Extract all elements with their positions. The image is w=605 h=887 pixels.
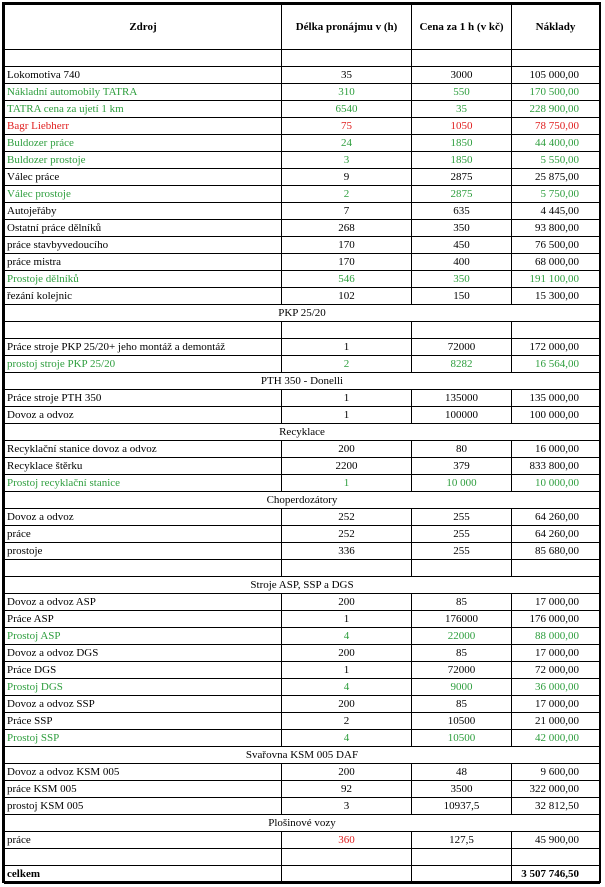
hours-cell[interactable]: 3 xyxy=(282,152,412,169)
table-row xyxy=(5,628,600,645)
resource-name-cell[interactable]: Prostoj SSP xyxy=(5,730,282,747)
empty-cell[interactable] xyxy=(412,849,512,866)
resource-name-cell[interactable]: Prostoj recyklační stanice xyxy=(5,475,282,492)
empty-cell[interactable] xyxy=(5,322,282,339)
header-price[interactable]: Cena za 1 h (v kč) xyxy=(412,5,512,50)
cost-cell[interactable]: 78 750,00 xyxy=(512,118,600,135)
price-cell[interactable]: 3500 xyxy=(412,781,512,798)
resource-name-cell[interactable]: Válec prostoje xyxy=(5,186,282,203)
resource-name-cell[interactable]: Buldozer práce xyxy=(5,135,282,152)
resource-name-cell[interactable]: prostoj KSM 005 xyxy=(5,798,282,815)
price-cell[interactable]: 635 xyxy=(412,203,512,220)
price-cell[interactable]: 255 xyxy=(412,526,512,543)
resource-name-cell[interactable]: Ostatní práce dělníků xyxy=(5,220,282,237)
cost-cell[interactable]: 100 000,00 xyxy=(512,407,600,424)
cost-cell[interactable]: 68 000,00 xyxy=(512,254,600,271)
total-cost[interactable]: 3 507 746,50 xyxy=(512,866,600,884)
cost-cell[interactable]: 15 300,00 xyxy=(512,288,600,305)
blank-row xyxy=(5,849,600,866)
section-title[interactable]: PKP 25/20 xyxy=(5,305,600,322)
cost-cell[interactable]: 21 000,00 xyxy=(512,713,600,730)
section-title[interactable]: Choperdozátory xyxy=(5,492,600,509)
table-row xyxy=(5,339,600,356)
table-row xyxy=(5,679,600,696)
resource-name-cell[interactable]: Dovoz a odvoz xyxy=(5,407,282,424)
hours-cell[interactable]: 7 xyxy=(282,203,412,220)
empty-cell[interactable] xyxy=(412,322,512,339)
table-row xyxy=(5,475,600,492)
resource-name-cell[interactable]: práce KSM 005 xyxy=(5,781,282,798)
empty-cell[interactable] xyxy=(282,560,412,577)
table-row xyxy=(5,67,600,84)
cost-cell[interactable]: 9 600,00 xyxy=(512,764,600,781)
table-row xyxy=(5,509,600,526)
section-row xyxy=(5,747,600,764)
hours-cell[interactable]: 92 xyxy=(282,781,412,798)
section-title[interactable]: Plošinové vozy xyxy=(5,815,600,832)
hours-cell[interactable]: 268 xyxy=(282,220,412,237)
hours-cell[interactable]: 252 xyxy=(282,526,412,543)
table-row xyxy=(5,203,600,220)
price-cell[interactable]: 10500 xyxy=(412,730,512,747)
table-row xyxy=(5,662,600,679)
cost-cell[interactable]: 228 900,00 xyxy=(512,101,600,118)
price-cell[interactable]: 8282 xyxy=(412,356,512,373)
resource-name-cell[interactable]: Práce DGS xyxy=(5,662,282,679)
cost-cell[interactable]: 105 000,00 xyxy=(512,67,600,84)
hours-cell[interactable]: 3 xyxy=(282,798,412,815)
cost-cell[interactable]: 5 750,00 xyxy=(512,186,600,203)
table-row xyxy=(5,781,600,798)
cost-spreadsheet xyxy=(2,2,601,883)
section-row xyxy=(5,815,600,832)
price-cell[interactable]: 85 xyxy=(412,594,512,611)
section-title[interactable]: Recyklace xyxy=(5,424,600,441)
resource-name-cell[interactable]: řezání kolejnic xyxy=(5,288,282,305)
table-body xyxy=(5,50,600,884)
table-row xyxy=(5,169,600,186)
header-hours[interactable]: Délka pronájmu v (h) xyxy=(282,5,412,50)
hours-cell[interactable]: 1 xyxy=(282,475,412,492)
price-cell[interactable]: 176000 xyxy=(412,611,512,628)
resource-name-cell[interactable]: Práce stroje PTH 350 xyxy=(5,390,282,407)
hours-cell[interactable]: 310 xyxy=(282,84,412,101)
price-cell[interactable]: 135000 xyxy=(412,390,512,407)
empty-cell[interactable] xyxy=(5,50,282,67)
price-cell[interactable]: 9000 xyxy=(412,679,512,696)
table-row xyxy=(5,798,600,815)
price-cell[interactable]: 127,5 xyxy=(412,832,512,849)
resource-name-cell[interactable]: prostoj stroje PKP 25/20 xyxy=(5,356,282,373)
price-cell[interactable]: 1850 xyxy=(412,135,512,152)
table-row xyxy=(5,713,600,730)
resource-name-cell[interactable]: Lokomotiva 740 xyxy=(5,67,282,84)
resource-name-cell[interactable]: Autojeřáby xyxy=(5,203,282,220)
cost-cell[interactable]: 88 000,00 xyxy=(512,628,600,645)
price-cell[interactable]: 3000 xyxy=(412,67,512,84)
hours-cell[interactable]: 546 xyxy=(282,271,412,288)
cost-cell[interactable]: 93 800,00 xyxy=(512,220,600,237)
hours-cell[interactable]: 35 xyxy=(282,67,412,84)
section-title[interactable]: Svařovna KSM 005 DAF xyxy=(5,747,600,764)
hours-cell[interactable]: 75 xyxy=(282,118,412,135)
cost-cell[interactable]: 10 000,00 xyxy=(512,475,600,492)
table-row xyxy=(5,271,600,288)
table-row xyxy=(5,441,600,458)
hours-cell[interactable]: 2 xyxy=(282,713,412,730)
price-cell[interactable]: 400 xyxy=(412,254,512,271)
empty-cell[interactable] xyxy=(282,866,412,884)
cost-cell[interactable]: 4 445,00 xyxy=(512,203,600,220)
price-cell[interactable]: 72000 xyxy=(412,662,512,679)
hours-cell[interactable]: 170 xyxy=(282,237,412,254)
header-row xyxy=(5,5,600,50)
resource-name-cell[interactable]: Prostoj ASP xyxy=(5,628,282,645)
resource-name-cell[interactable]: Dovoz a odvoz DGS xyxy=(5,645,282,662)
hours-cell[interactable]: 170 xyxy=(282,254,412,271)
section-title[interactable]: Stroje ASP, SSP a DGS xyxy=(5,577,600,594)
resource-name-cell[interactable]: Prostoje dělníků xyxy=(5,271,282,288)
table-row xyxy=(5,135,600,152)
resource-name-cell[interactable]: práce xyxy=(5,526,282,543)
price-cell[interactable]: 450 xyxy=(412,237,512,254)
hours-cell[interactable]: 1 xyxy=(282,407,412,424)
resource-name-cell[interactable]: práce xyxy=(5,832,282,849)
cost-cell[interactable]: 5 550,00 xyxy=(512,152,600,169)
price-cell[interactable]: 379 xyxy=(412,458,512,475)
resource-name-cell[interactable]: prostoje xyxy=(5,543,282,560)
price-cell[interactable]: 35 xyxy=(412,101,512,118)
cost-cell[interactable]: 833 800,00 xyxy=(512,458,600,475)
section-row xyxy=(5,577,600,594)
blank-row xyxy=(5,322,600,339)
cost-cell[interactable]: 17 000,00 xyxy=(512,645,600,662)
price-cell[interactable]: 350 xyxy=(412,220,512,237)
hours-cell[interactable]: 4 xyxy=(282,730,412,747)
resource-name-cell[interactable]: Práce SSP xyxy=(5,713,282,730)
price-cell[interactable]: 10500 xyxy=(412,713,512,730)
resource-name-cell[interactable]: Recyklační stanice dovoz a odvoz xyxy=(5,441,282,458)
resource-name-cell[interactable]: Dovoz a odvoz ASP xyxy=(5,594,282,611)
cost-cell[interactable]: 322 000,00 xyxy=(512,781,600,798)
cost-cell[interactable]: 172 000,00 xyxy=(512,339,600,356)
cost-cell[interactable]: 85 680,00 xyxy=(512,543,600,560)
empty-cell[interactable] xyxy=(5,560,282,577)
cost-cell[interactable]: 135 000,00 xyxy=(512,390,600,407)
empty-cell[interactable] xyxy=(512,849,600,866)
hours-cell[interactable]: 200 xyxy=(282,441,412,458)
cost-table xyxy=(4,4,600,884)
table-row xyxy=(5,594,600,611)
resource-name-cell[interactable]: TATRA cena za ujetí 1 km xyxy=(5,101,282,118)
hours-cell[interactable]: 200 xyxy=(282,645,412,662)
empty-cell[interactable] xyxy=(412,560,512,577)
resource-name-cell[interactable]: Bagr Liebherr xyxy=(5,118,282,135)
header-cost[interactable]: Náklady xyxy=(512,5,600,50)
price-cell[interactable]: 85 xyxy=(412,696,512,713)
hours-cell[interactable]: 360 xyxy=(282,832,412,849)
price-cell[interactable]: 10 000 xyxy=(412,475,512,492)
table-row xyxy=(5,356,600,373)
table-row xyxy=(5,101,600,118)
cost-cell[interactable]: 25 875,00 xyxy=(512,169,600,186)
price-cell[interactable]: 100000 xyxy=(412,407,512,424)
price-cell[interactable]: 255 xyxy=(412,509,512,526)
empty-cell[interactable] xyxy=(512,50,600,67)
price-cell[interactable]: 80 xyxy=(412,441,512,458)
cost-cell[interactable]: 76 500,00 xyxy=(512,237,600,254)
resource-name-cell[interactable]: Recyklace štěrku xyxy=(5,458,282,475)
empty-cell[interactable] xyxy=(282,322,412,339)
hours-cell[interactable]: 200 xyxy=(282,594,412,611)
resource-name-cell[interactable]: práce stavbyvedoucího xyxy=(5,237,282,254)
section-row xyxy=(5,373,600,390)
table-row xyxy=(5,696,600,713)
section-title[interactable]: PTH 350 - Donelli xyxy=(5,373,600,390)
resource-name-cell[interactable]: Dovoz a odvoz xyxy=(5,509,282,526)
table-row xyxy=(5,458,600,475)
total-label[interactable]: celkem xyxy=(5,866,282,884)
blank-row xyxy=(5,50,600,67)
hours-cell[interactable]: 2 xyxy=(282,356,412,373)
table-row xyxy=(5,645,600,662)
price-cell[interactable]: 72000 xyxy=(412,339,512,356)
hours-cell[interactable]: 24 xyxy=(282,135,412,152)
cost-cell[interactable]: 42 000,00 xyxy=(512,730,600,747)
resource-name-cell[interactable]: Prostoj DGS xyxy=(5,679,282,696)
hours-cell[interactable]: 336 xyxy=(282,543,412,560)
price-cell[interactable]: 2875 xyxy=(412,186,512,203)
cost-cell[interactable]: 36 000,00 xyxy=(512,679,600,696)
table-row xyxy=(5,186,600,203)
cost-cell[interactable]: 17 000,00 xyxy=(512,594,600,611)
price-cell[interactable]: 255 xyxy=(412,543,512,560)
table-row xyxy=(5,543,600,560)
empty-cell[interactable] xyxy=(512,322,600,339)
resource-name-cell[interactable]: Válec práce xyxy=(5,169,282,186)
resource-name-cell[interactable]: Práce ASP xyxy=(5,611,282,628)
price-cell[interactable]: 1850 xyxy=(412,152,512,169)
blank-row xyxy=(5,560,600,577)
hours-cell[interactable]: 1 xyxy=(282,339,412,356)
section-row xyxy=(5,492,600,509)
resource-name-cell[interactable]: práce mistra xyxy=(5,254,282,271)
table-row xyxy=(5,526,600,543)
hours-cell[interactable]: 9 xyxy=(282,169,412,186)
cost-cell[interactable]: 16 000,00 xyxy=(512,441,600,458)
table-row xyxy=(5,832,600,849)
empty-cell[interactable] xyxy=(412,50,512,67)
hours-cell[interactable]: 1 xyxy=(282,390,412,407)
price-cell[interactable]: 350 xyxy=(412,271,512,288)
resource-name-cell[interactable]: Nákladní automobily TATRA xyxy=(5,84,282,101)
price-cell[interactable]: 22000 xyxy=(412,628,512,645)
table-row xyxy=(5,220,600,237)
cost-cell[interactable]: 17 000,00 xyxy=(512,696,600,713)
price-cell[interactable]: 10937,5 xyxy=(412,798,512,815)
table-row xyxy=(5,237,600,254)
price-cell[interactable]: 550 xyxy=(412,84,512,101)
table-row xyxy=(5,84,600,101)
header-zdroj[interactable]: Zdroj xyxy=(5,5,282,50)
price-cell[interactable]: 48 xyxy=(412,764,512,781)
hours-cell[interactable]: 200 xyxy=(282,764,412,781)
section-row xyxy=(5,424,600,441)
table-row xyxy=(5,390,600,407)
table-row xyxy=(5,152,600,169)
cost-cell[interactable]: 170 500,00 xyxy=(512,84,600,101)
price-cell[interactable]: 150 xyxy=(412,288,512,305)
cost-cell[interactable]: 45 900,00 xyxy=(512,832,600,849)
cost-cell[interactable]: 191 100,00 xyxy=(512,271,600,288)
empty-cell[interactable] xyxy=(282,849,412,866)
hours-cell[interactable]: 200 xyxy=(282,696,412,713)
cost-cell[interactable]: 176 000,00 xyxy=(512,611,600,628)
empty-cell[interactable] xyxy=(412,866,512,884)
total-row xyxy=(5,866,600,884)
hours-cell[interactable]: 102 xyxy=(282,288,412,305)
resource-name-cell[interactable]: Dovoz a odvoz SSP xyxy=(5,696,282,713)
hours-cell[interactable]: 4 xyxy=(282,628,412,645)
cost-cell[interactable]: 16 564,00 xyxy=(512,356,600,373)
price-cell[interactable]: 2875 xyxy=(412,169,512,186)
table-row xyxy=(5,407,600,424)
table-row xyxy=(5,611,600,628)
price-cell[interactable]: 85 xyxy=(412,645,512,662)
cost-cell[interactable]: 64 260,00 xyxy=(512,509,600,526)
hours-cell[interactable]: 1 xyxy=(282,611,412,628)
hours-cell[interactable]: 2 xyxy=(282,186,412,203)
cost-cell[interactable]: 44 400,00 xyxy=(512,135,600,152)
hours-cell[interactable]: 4 xyxy=(282,679,412,696)
resource-name-cell[interactable]: Práce stroje PKP 25/20+ jeho montáž a demontáž xyxy=(5,339,282,356)
resource-name-cell[interactable]: Buldozer prostoje xyxy=(5,152,282,169)
hours-cell[interactable]: 2200 xyxy=(282,458,412,475)
table-row xyxy=(5,730,600,747)
empty-cell[interactable] xyxy=(282,50,412,67)
cost-cell[interactable]: 32 812,50 xyxy=(512,798,600,815)
cost-cell[interactable]: 64 260,00 xyxy=(512,526,600,543)
hours-cell[interactable]: 252 xyxy=(282,509,412,526)
table-row xyxy=(5,764,600,781)
table-row xyxy=(5,288,600,305)
section-row xyxy=(5,305,600,322)
table-row xyxy=(5,254,600,271)
price-cell[interactable]: 1050 xyxy=(412,118,512,135)
empty-cell[interactable] xyxy=(5,849,282,866)
empty-cell[interactable] xyxy=(512,560,600,577)
hours-cell[interactable]: 6540 xyxy=(282,101,412,118)
hours-cell[interactable]: 1 xyxy=(282,662,412,679)
cost-cell[interactable]: 72 000,00 xyxy=(512,662,600,679)
resource-name-cell[interactable]: Dovoz a odvoz KSM 005 xyxy=(5,764,282,781)
table-row xyxy=(5,118,600,135)
